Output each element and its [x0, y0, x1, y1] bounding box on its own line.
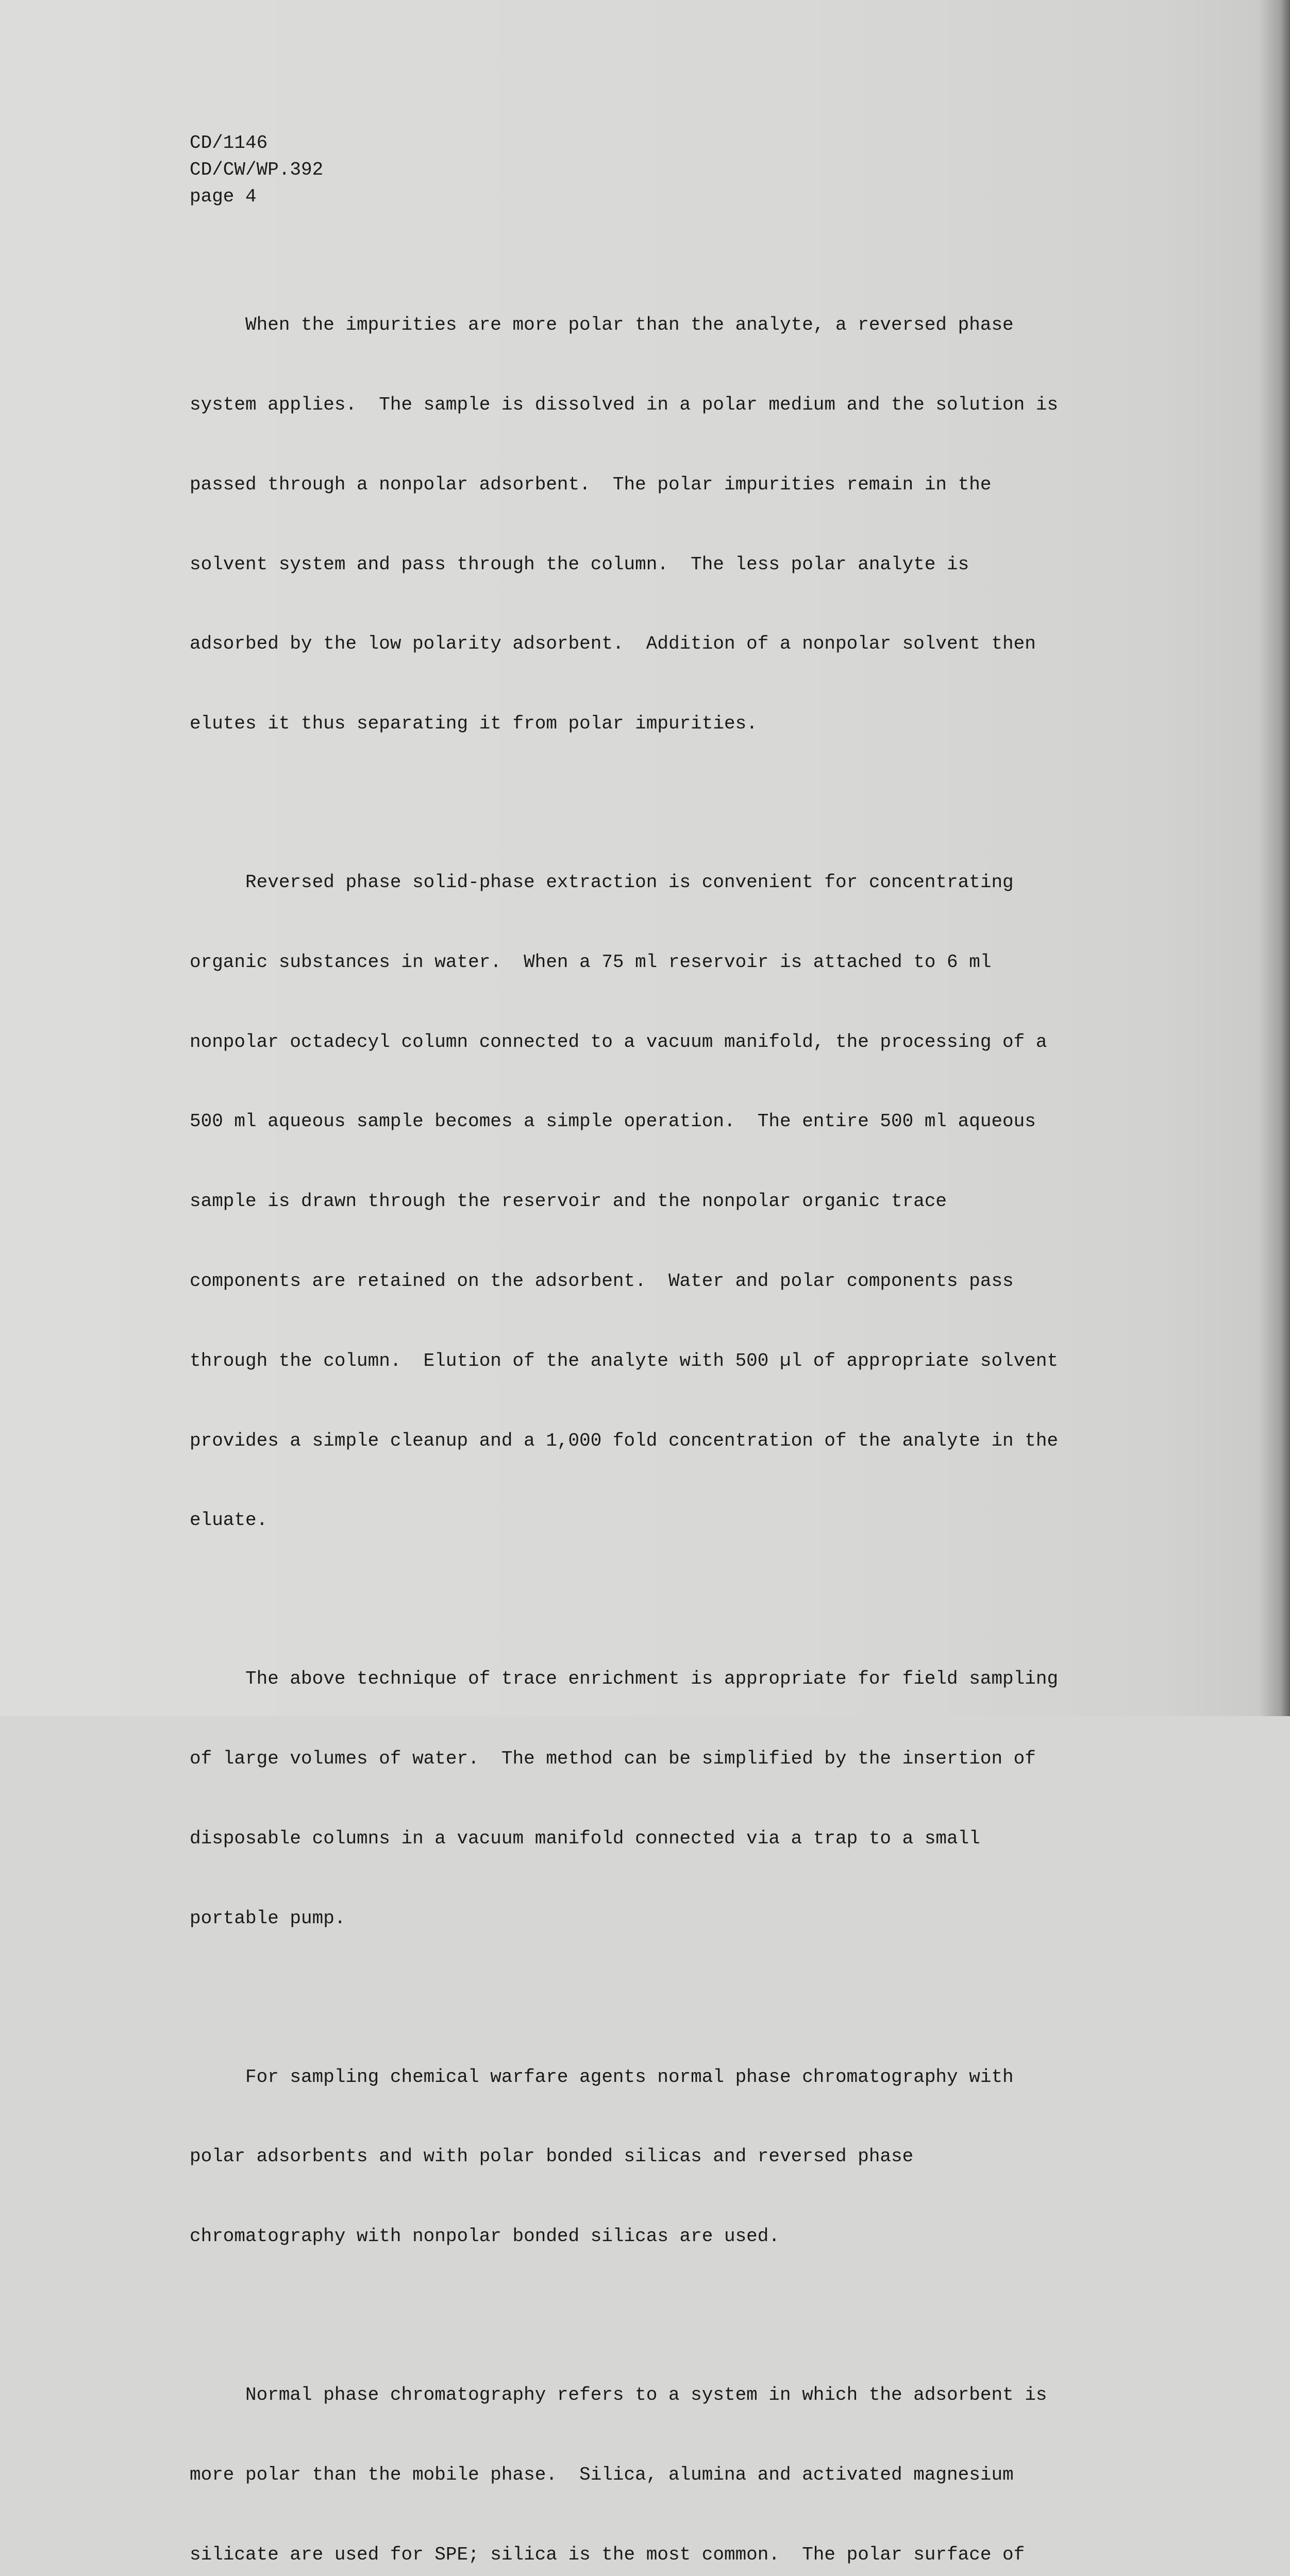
paragraph-cw-agents	[190, 2010, 1241, 2303]
text-line: organic substances in water. When a 75 ml reservoir is attached to 6 ml	[190, 951, 992, 973]
document-header	[190, 130, 323, 210]
text-line: of large volumes of water. The method can be simplified by the insertion of	[190, 1748, 1036, 1770]
text-line: For sampling chemical warfare agents normal phase chromatography with	[190, 2066, 1014, 2088]
text-line: more polar than the mobile phase. Silica, alumina and activated magnesium	[190, 2464, 1014, 2485]
paragraph-reversed-phase-intro	[190, 259, 1241, 790]
page-number: page 4	[190, 186, 257, 207]
text-line: nonpolar octadecyl column connected to a vacuum manifold, the processing of a	[190, 1031, 1047, 1053]
text-line: The above technique of trace enrichment is appropriate for field sampling	[190, 1668, 1059, 1690]
working-paper-symbol: CD/CW/WP.392	[190, 159, 324, 180]
document-symbol: CD/1146	[190, 132, 268, 154]
paragraph-spe-concentration	[190, 816, 1241, 1587]
text-line: provides a simple cleanup and a 1,000 fold concentration of the analyte in the	[190, 1430, 1059, 1451]
text-line: disposable columns in a vacuum manifold connected via a trap to a small	[190, 1827, 980, 1849]
text-line: through the column. Elution of the analyte with 500 µl of appropriate solvent	[190, 1350, 1059, 1371]
text-line: Reversed phase solid-phase extraction is convenient for concentrating	[190, 872, 1014, 893]
text-line: sample is drawn through the reservoir and the nonpolar organic trace	[190, 1191, 947, 1212]
page-edge-shadow	[1259, 0, 1290, 1716]
text-line: eluate.	[190, 1510, 268, 1531]
text-line: system applies. The sample is dissolved in a polar medium and the solution is	[190, 394, 1059, 415]
text-line: portable pump.	[190, 1907, 346, 1929]
text-line: polar adsorbents and with polar bonded silicas and reversed phase	[190, 2146, 914, 2167]
text-line: passed through a nonpolar adsorbent. The polar impurities remain in the	[190, 473, 992, 495]
text-line: 500 ml aqueous sample becomes a simple operation. The entire 500 ml aqueous	[190, 1111, 1036, 1132]
text-line: silicate are used for SPE; silica is the most common. The polar surface of	[190, 2544, 1025, 2565]
paragraph-normal-phase	[190, 2329, 1241, 2576]
text-line: When the impurities are more polar than the analyte, a reversed phase	[190, 314, 1014, 336]
text-line: chromatography with nonpolar bonded silicas are used.	[190, 2226, 780, 2247]
text-line: Normal phase chromatography refers to a system in which the adsorbent is	[190, 2384, 1047, 2406]
document-body	[190, 259, 1241, 2576]
paragraph-trace-enrichment	[190, 1613, 1241, 1985]
text-line: adsorbed by the low polarity adsorbent. Addition of a nonpolar solvent then	[190, 633, 1036, 655]
text-line: elutes it thus separating it from polar impurities.	[190, 713, 758, 735]
text-line: components are retained on the adsorbent. Water and polar components pass	[190, 1270, 1014, 1292]
text-line: solvent system and pass through the column. The less polar analyte is	[190, 553, 969, 575]
